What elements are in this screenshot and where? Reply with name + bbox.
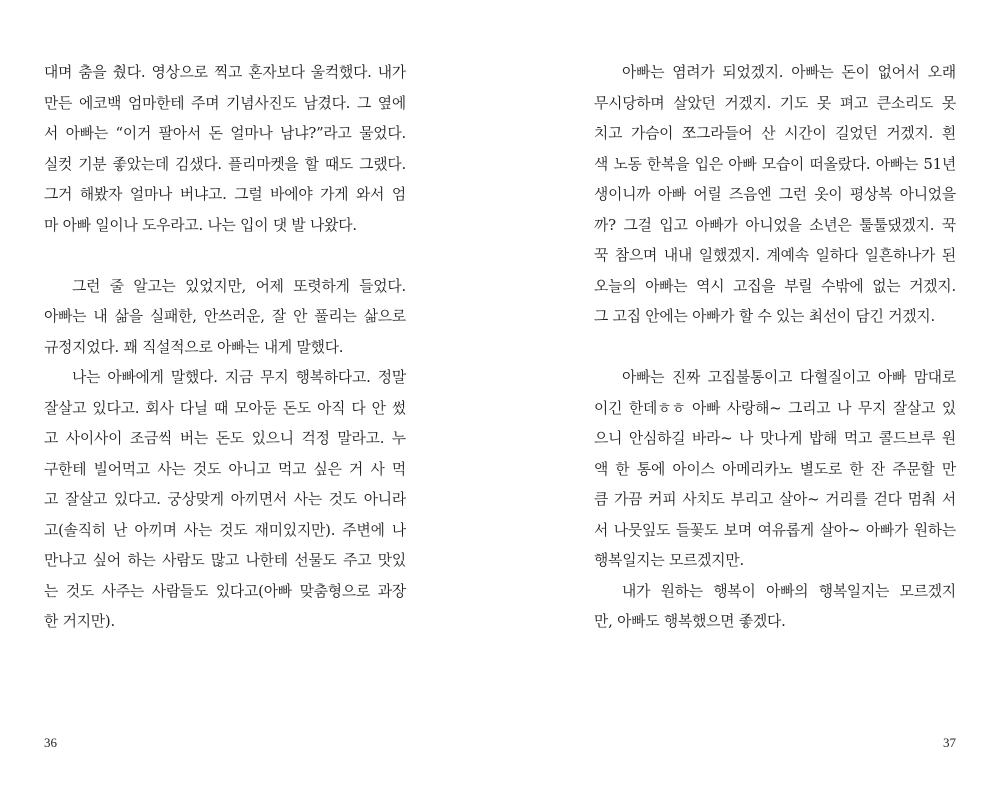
text-line: 으니 안심하길 바라~ 나 맛나게 밥해 먹고 콜드브루 원 [594, 430, 956, 447]
text-line: 오늘의 아빠는 역시 고집을 부릴 수밖에 없는 거겠지. [594, 277, 956, 295]
right-page-body [594, 58, 956, 638]
paragraph-gap [594, 333, 956, 364]
text-line: 대며 춤을 췄다. 영상으로 찍고 혼자보다 울컥했다. 내가 [44, 64, 406, 81]
text-line: 서 나뭇잎도 들꽃도 보며 여유롭게 살아~ 아빠가 원하는 [594, 521, 956, 539]
text-line: 아빠는 진짜 고집불통이고 다혈질이고 아빠 맘대로 [622, 369, 956, 386]
text-line: 치고 가슴이 쪼그라들어 산 시간이 길었던 거겠지. 흰 [594, 125, 956, 142]
text-line: 색 노동 한복을 입은 아빠 모습이 떠올랐다. 아빠는 51년 [594, 155, 956, 173]
text-line: 실컷 기분 좋았는데 김샜다. 플리마켓을 할 때도 그랬다. [44, 155, 406, 173]
text-line: 행복일지는 모르겠지만. [594, 552, 744, 569]
text-line: 까? 그걸 입고 아빠가 아니었을 소년은 툴툴댔겠지. 꾹 [594, 216, 956, 234]
text-line: 고 사이사이 조금씩 버는 돈도 있으니 걱정 말라고. 누 [44, 430, 406, 447]
text-line: 무시당하며 살았던 거겠지. 기도 못 펴고 큰소리도 못 [594, 94, 956, 112]
text-line: 만, 아빠도 행복했으면 좋겠다. [594, 613, 786, 630]
text-line: 꾹 참으며 내내 일했겠지. 계예속 일하다 일흔하나가 된 [594, 247, 956, 264]
text-line: 구한테 빌어먹고 사는 것도 아니고 먹고 싶은 거 사 먹 [44, 460, 406, 478]
text-line: 한 거지만). [44, 613, 115, 630]
text-line: 그거 해봤자 얼마나 버냐고. 그럴 바에야 가게 와서 엄 [44, 186, 406, 203]
text-line: 액 한 통에 아이스 아메리카노 별도로 한 잔 주문할 만 [594, 460, 956, 478]
text-line: 생이니까 아빠 어릴 즈음엔 그런 옷이 평상복 아니었을 [594, 186, 956, 203]
text-line: 큼 가끔 커피 사치도 부리고 살아~ 거리를 걷다 멈춰 서 [594, 491, 956, 508]
text-line: 내가 원하는 행복이 아빠의 행복일지는 모르겠지 [622, 582, 956, 600]
text-line: 그 고집 안에는 아빠가 할 수 있는 최선이 담긴 거겠지. [594, 308, 936, 325]
text-line: 규정지었다. 꽤 직설적으로 아빠는 내게 말했다. [44, 338, 344, 356]
text-line: 아빠는 염려가 되었겠지. 아빠는 돈이 없어서 오래 [622, 64, 956, 81]
text-line: 서 아빠는 “이거 팔아서 돈 얼마나 남냐?”라고 물었다. [44, 125, 406, 142]
paragraph-gap [44, 241, 406, 272]
text-line: 는 것도 사주는 사람들도 있다고(아빠 맞춤형으로 과장 [44, 582, 406, 600]
text-line: 아빠는 내 삶을 실패한, 안쓰러운, 잘 안 풀리는 삶으로 [44, 308, 406, 325]
text-line: 마 아빠 일이나 도우라고. 나는 입이 댓 발 나왔다. [44, 216, 357, 234]
left-page-body [44, 58, 406, 638]
text-line: 잘살고 있다고. 회사 다닐 때 모아둔 돈도 아직 다 안 썼 [44, 399, 406, 417]
text-line: 그런 줄 알고는 있었지만, 어제 또렷하게 들었다. [72, 277, 406, 295]
text-line: 만든 에코백 엄마한테 주며 기념사진도 남겼다. 그 옆에 [44, 94, 406, 112]
text-line: 만나고 싶어 하는 사람도 많고 나한테 선물도 주고 맛있 [44, 552, 406, 569]
text-line: 나는 아빠에게 말했다. 지금 무지 행복하다고. 정말 [72, 369, 406, 386]
text-line: 고 잘살고 있다고. 궁상맞게 아끼면서 사는 것도 아니라 [44, 491, 406, 508]
text-line: 고(솔직히 난 아끼며 사는 것도 재미있지만). 주변에 나 [44, 521, 406, 539]
text-line: 이긴 한데ㅎㅎ 아빠 사랑해~ 그리고 나 무지 잘살고 있 [594, 399, 956, 417]
page-number-left: 36 [44, 735, 57, 750]
page-number-right: 37 [943, 735, 956, 750]
